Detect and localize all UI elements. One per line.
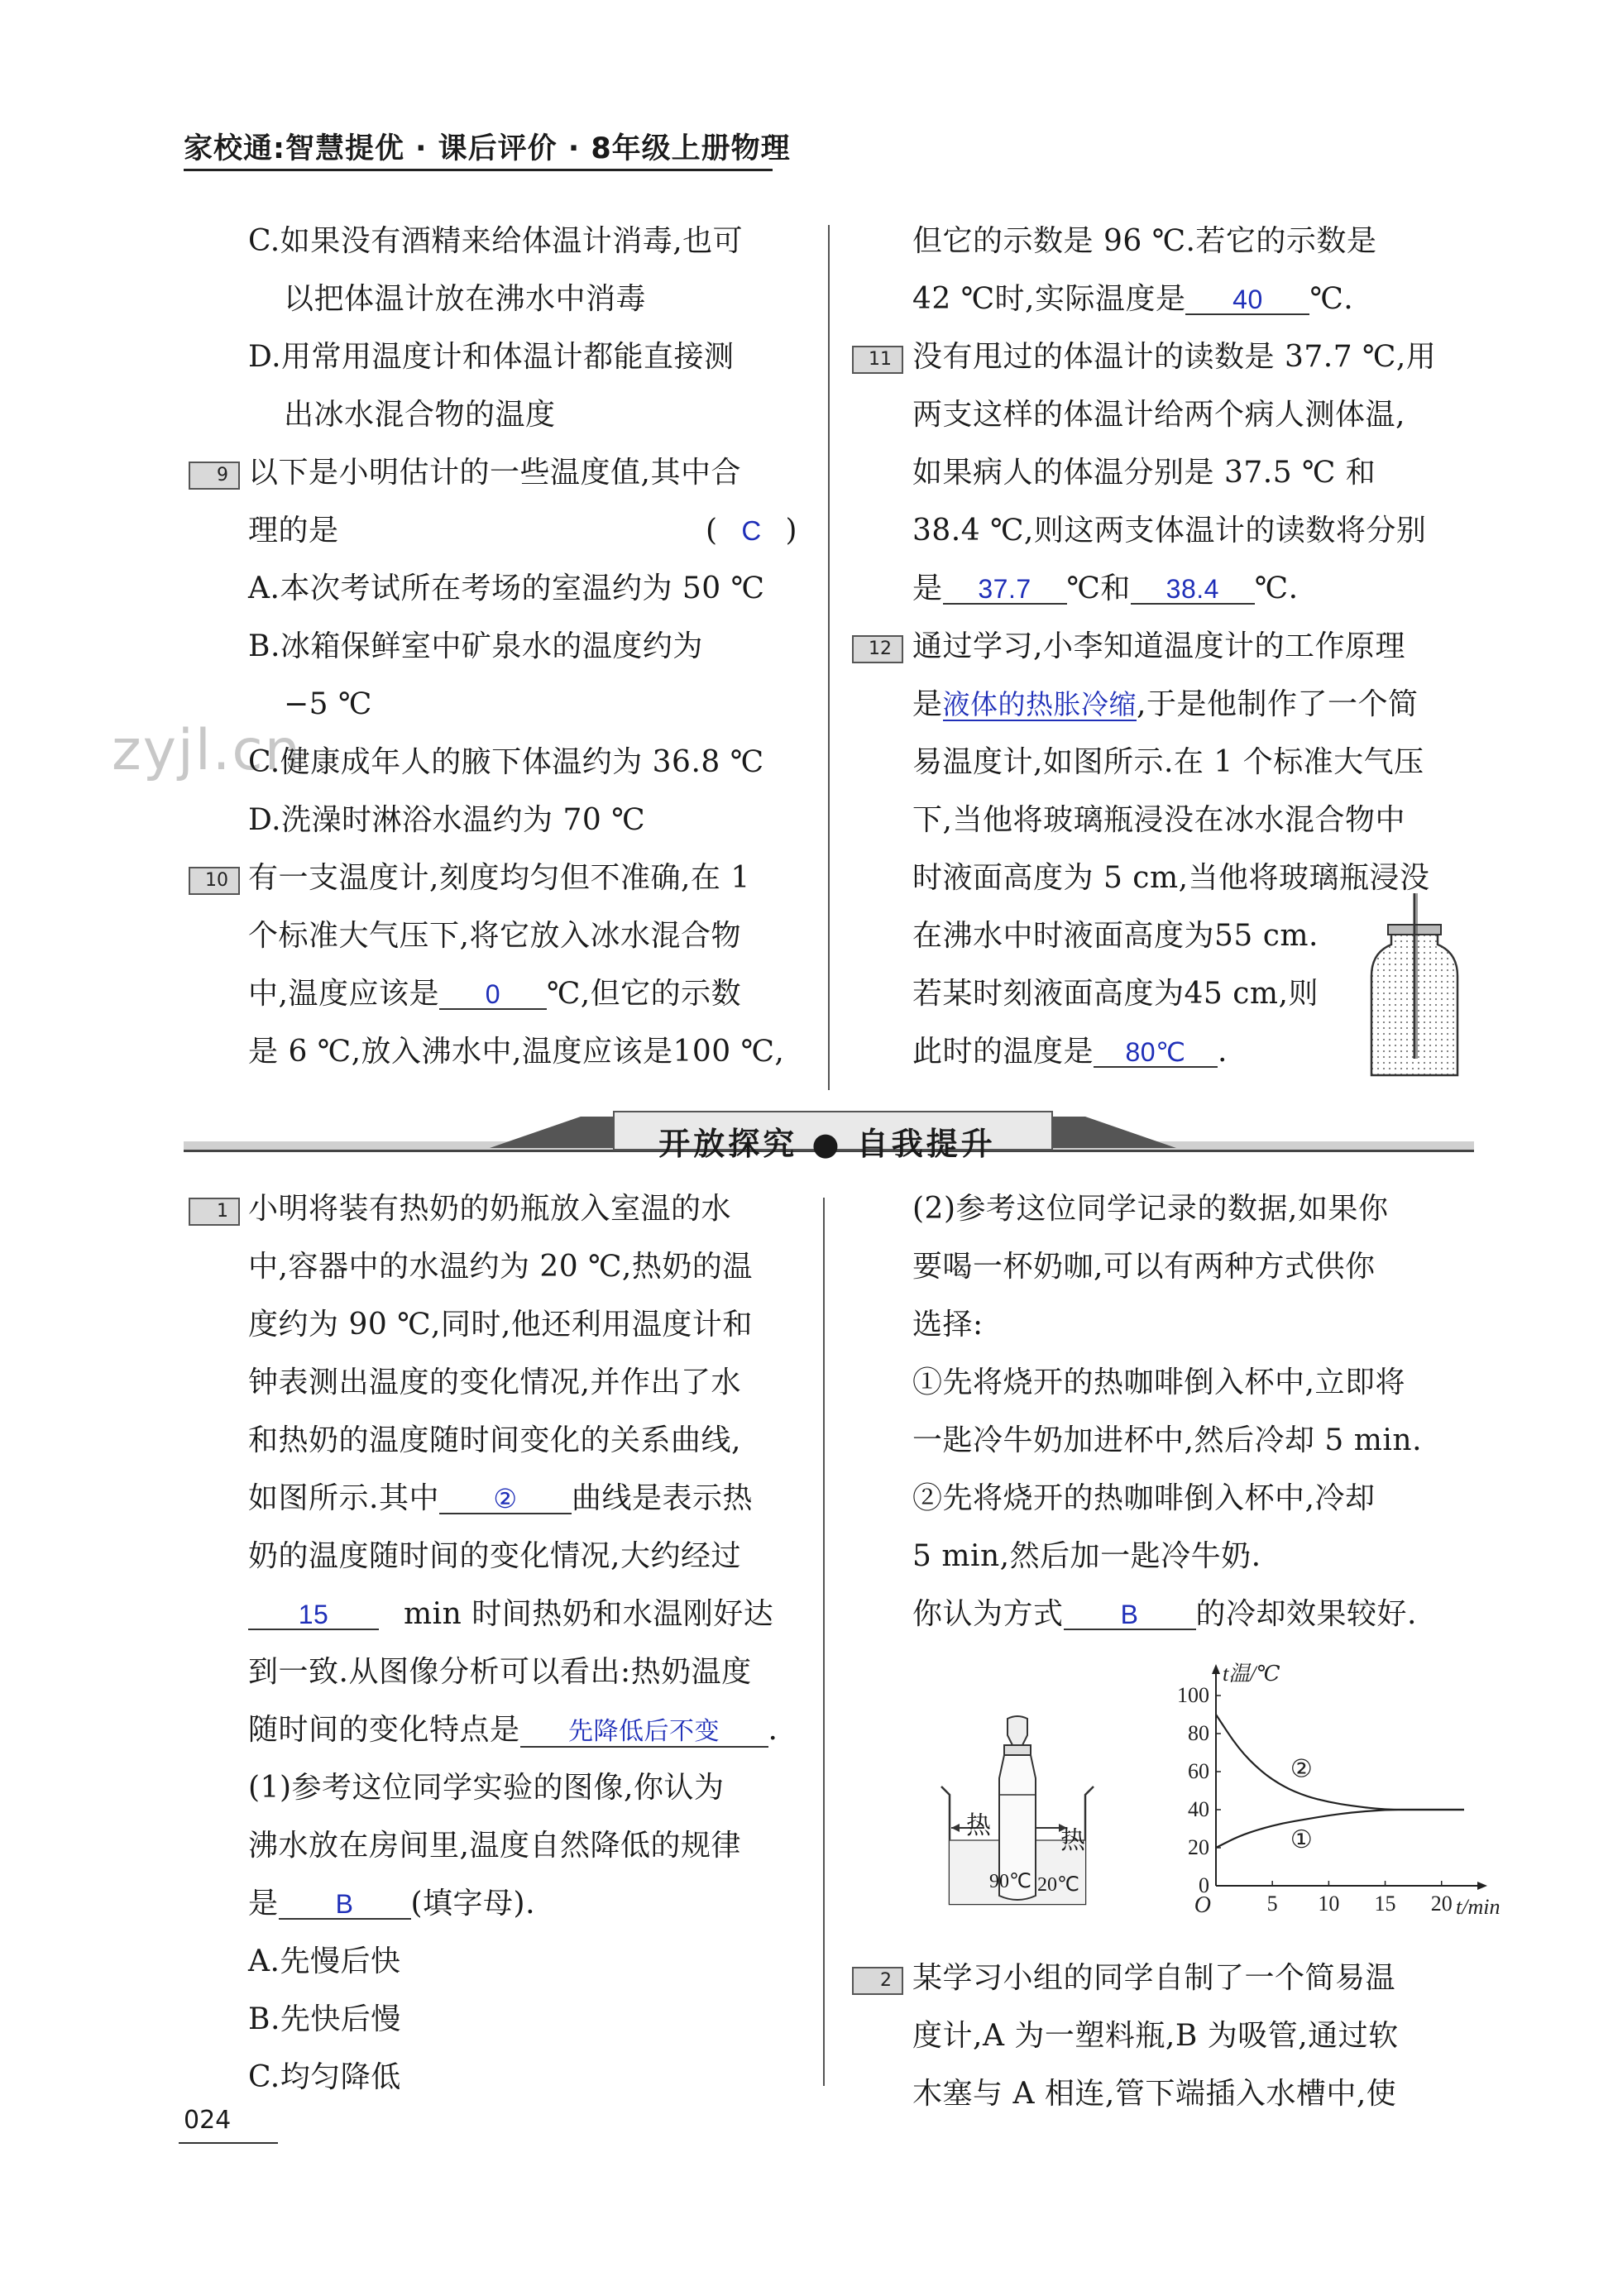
q1-sub2-line2: 要喝一杯奶咖,可以有两种方式供你 [912, 1250, 1376, 1284]
q9-option-b-line1: B.冰箱保鲜室中矿泉水的温度约为 [248, 629, 703, 663]
q10-answer-1: 0 [439, 980, 547, 1010]
y-tick-label: 60 [1188, 1759, 1209, 1783]
q10-line3-post: ℃,但它的示数 [546, 977, 742, 1011]
series-line-1 [1216, 1715, 1464, 1810]
q12-line3: 易温度计,如图所示.在 1 个标准大气压 [912, 745, 1424, 779]
x-axis-label: t/min [1456, 1895, 1501, 1919]
q9-option-b-line2: −5 ℃ [284, 687, 372, 721]
y-tick-label: 40 [1188, 1797, 1209, 1821]
q11-line5-post: ℃. [1254, 572, 1299, 605]
q11-line5-mid: ℃和 [1066, 572, 1131, 605]
q9-line2: 理的是 [248, 514, 339, 548]
q12-line2-pre: 是 [912, 687, 943, 721]
y-tick-label: 80 [1188, 1721, 1209, 1745]
question-number-11: 11 [852, 346, 903, 374]
q1-sub2-line8-post: 的冷却效果较好. [1195, 1597, 1417, 1631]
q12-line8 [912, 1036, 1228, 1069]
option-c-line2: 以把体温计放在沸水中消毒 [284, 282, 647, 316]
column-divider-bottom [823, 1198, 825, 2086]
q9-option-a: A.本次考试所在考场的室温约为 50 ℃ [248, 572, 765, 605]
beaker-left-heat-label: 热 [966, 1811, 991, 1840]
series-line-2 [1216, 1810, 1464, 1848]
q11-line1: 没有甩过的体温计的读数是 37.7 ℃,用 [912, 340, 1437, 374]
chart-series [1216, 1715, 1464, 1848]
question-number-10: 10 [189, 867, 240, 895]
series-label-2: ① [1290, 1826, 1313, 1854]
chart-axes [1212, 1664, 1487, 1890]
q9-answer-bracket [706, 514, 797, 548]
q1-sub2-answer: B [1064, 1600, 1196, 1630]
q10-line3 [248, 978, 741, 1011]
temperature-time-chart [1166, 1662, 1501, 1927]
q10-answer-2: 40 [1185, 285, 1309, 315]
q2-line3: 木塞与 A 相连,管下端插入水槽中,使 [912, 2077, 1397, 2111]
q1-line1: 小明将装有热奶的奶瓶放入室温的水 [248, 1192, 732, 1226]
q12-answer-1: 液体的热胀冷缩 [942, 689, 1137, 720]
q1-line7: 奶的温度随时间的变化情况,大约经过 [248, 1539, 741, 1573]
q1-answer-3: 先降低后不变 [520, 1718, 768, 1748]
y-axis-arrow-icon [1212, 1664, 1220, 1674]
q11-answer-1: 37.7 [943, 575, 1067, 605]
q1-sub2-line5: 一匙冷牛奶加进杯中,然后冷却 5 min. [912, 1423, 1423, 1457]
q12-line5: 时液面高度为 5 cm,当他将玻璃瓶浸没 [912, 861, 1430, 895]
q9-option-c: C.健康成年人的腋下体温约为 36.8 ℃ [248, 745, 764, 779]
q1-option-c: C.均匀降低 [248, 2060, 401, 2094]
q12-line7: 若某时刻液面高度为45 cm,则 [912, 977, 1319, 1011]
q1-line10-post: . [768, 1713, 778, 1747]
q11-line3: 如果病人的体温分别是 37.5 ℃ 和 [912, 456, 1376, 490]
water-temp-label: 20℃ [1037, 1874, 1079, 1896]
q10-line1: 有一支温度计,刻度均匀但不准确,在 1 [248, 861, 750, 895]
q12-answer-2: 80℃ [1094, 1038, 1218, 1068]
q1-line3: 度约为 90 ℃,同时,他还利用温度计和 [248, 1308, 753, 1342]
q10-line2: 个标准大气压下,将它放入冰水混合物 [248, 919, 741, 953]
bracket-close: ) [785, 514, 797, 548]
q10-cont-line1: 但它的示数是 96 ℃.若它的示数是 [912, 224, 1377, 258]
y-tick-label: 0 [1199, 1873, 1209, 1897]
q1-answer-4: B [279, 1890, 411, 1920]
q1-line8-post: min 时间热奶和水温刚好达 [404, 1597, 774, 1631]
q10-line4: 是 6 ℃,放入沸水中,温度应该是100 ℃, [248, 1035, 785, 1069]
q9-line1: 以下是小明估计的一些温度值,其中合 [248, 456, 741, 490]
x-tick-label: 10 [1318, 1892, 1340, 1916]
q9-option-d: D.洗澡时淋浴水温约为 70 ℃ [248, 803, 645, 837]
q10-line3-pre: 中,温度应该是 [248, 977, 439, 1011]
question-number-9: 9 [189, 462, 240, 490]
x-tick-label: 20 [1430, 1892, 1453, 1916]
q1-sub2-line8-pre: 你认为方式 [912, 1597, 1064, 1631]
q12-line6: 在沸水中时液面高度为55 cm. [912, 919, 1319, 953]
q11-line5-pre: 是 [912, 572, 943, 605]
q11-line4: 38.4 ℃,则这两支体温计的读数将分别 [912, 514, 1427, 548]
q2-line2: 度计,A 为一塑料瓶,B 为吸管,通过软 [912, 2019, 1399, 2053]
q1-line5: 和热奶的温度随时间变化的关系曲线, [248, 1423, 741, 1457]
q1-sub1-line2: 沸水放在房间里,温度自然降低的规律 [248, 1829, 741, 1863]
q1-option-a: A.先慢后快 [248, 1944, 401, 1978]
origin-label: O [1194, 1892, 1211, 1918]
q1-answer-1: ② [439, 1485, 572, 1514]
q1-line10-pre: 随时间的变化特点是 [248, 1713, 520, 1747]
q11-answer-2: 38.4 [1131, 575, 1255, 605]
q1-sub2-line8 [912, 1598, 1417, 1631]
q2-line1: 某学习小组的同学自制了一个简易温 [912, 1961, 1396, 1995]
bottle-temp-label: 90℃ [989, 1871, 1031, 1892]
page-number-rule [179, 2142, 278, 2144]
watermark: zyjl.cn [112, 718, 302, 783]
bracket-open: ( [706, 514, 718, 548]
q1-sub1-line1: (1)参考这位同学实验的图像,你认为 [248, 1771, 725, 1805]
q12-line4: 下,当他将玻璃瓶浸没在冰水混合物中 [912, 803, 1405, 837]
question-number-1: 1 [189, 1198, 240, 1226]
x-tick-label: 15 [1374, 1892, 1396, 1916]
q1-line4: 钟表测出温度的变化情况,并作出了水 [248, 1366, 741, 1399]
y-tick-label: 100 [1177, 1683, 1209, 1707]
option-d-line1: D.用常用温度计和体温计都能直接测 [248, 340, 735, 374]
q10-cont-line2-post: ℃. [1309, 282, 1354, 316]
q1-sub1-line3-pre: 是 [248, 1887, 279, 1921]
bottle-icon [1371, 893, 1457, 1075]
q11-line2: 两支这样的体温计给两个病人测体温, [912, 398, 1405, 432]
page-header: 家校通:智慧提优 · 课后评价 · 8年级上册物理 [184, 132, 791, 165]
q1-option-b: B.先快后慢 [248, 2002, 401, 2036]
question-number-12: 12 [852, 635, 903, 663]
q12-line1: 通过学习,小李知道温度计的工作原理 [912, 629, 1405, 663]
q1-sub2-line4: ①先将烧开的热咖啡倒入杯中,立即将 [912, 1366, 1405, 1399]
q1-sub1-line3 [248, 1887, 535, 1921]
q1-sub1-line3-post: (填字母). [410, 1887, 536, 1921]
q1-sub2-line7: 5 min,然后加一匙冷牛奶. [912, 1539, 1261, 1573]
q1-line6-pre: 如图所示.其中 [248, 1481, 439, 1515]
q1-line9: 到一致.从图像分析可以看出:热奶温度 [248, 1655, 752, 1689]
x-tick-label: 5 [1266, 1892, 1278, 1916]
beaker-right-heat-label: 热 [1060, 1826, 1085, 1855]
q1-answer-2: 15 [248, 1600, 379, 1630]
y-tick-label: 20 [1188, 1835, 1209, 1859]
y-axis-label: t温/℃ [1223, 1662, 1280, 1686]
q10-cont-line2-pre: 42 ℃时,实际温度是 [912, 282, 1186, 316]
q1-line6 [248, 1482, 753, 1515]
q1-line6-post: 曲线是表示热 [571, 1481, 753, 1515]
q12-line8-pre: 此时的温度是 [912, 1035, 1094, 1069]
chart-labels [1194, 1662, 1501, 1919]
q9-answer: C [741, 515, 762, 546]
q1-line8 [248, 1598, 773, 1631]
header-rule [184, 169, 773, 171]
q11-line5 [912, 572, 1299, 605]
q12-line2-post: ,于是他制作了一个简 [1137, 687, 1419, 721]
section-banner-title: 开放探究 ● 自我提升 [658, 1126, 996, 1162]
series-label-1: ② [1290, 1755, 1313, 1783]
q12-line8-post: . [1218, 1035, 1228, 1069]
q1-sub2-line3: 选择: [912, 1308, 984, 1342]
page-number: 024 [184, 2106, 232, 2135]
question-number-2: 2 [852, 1967, 903, 1995]
option-c-line1: C.如果没有酒精来给体温计消毒,也可 [248, 224, 744, 258]
q1-sub2-line1: (2)参考这位同学记录的数据,如果你 [912, 1192, 1389, 1226]
q12-line2 [912, 688, 1418, 721]
q10-cont-line2 [912, 283, 1353, 316]
option-d-line2: 出冰水混合物的温度 [284, 398, 556, 432]
x-axis-arrow-icon [1477, 1882, 1487, 1890]
q1-line10 [248, 1714, 778, 1748]
q1-line2: 中,容器中的水温约为 20 ℃,热奶的温 [248, 1250, 753, 1284]
glass-bottle-figure [1365, 893, 1464, 1079]
column-divider-top [828, 225, 830, 1090]
q1-sub2-line6: ②先将烧开的热咖啡倒入杯中,冷却 [912, 1481, 1376, 1515]
